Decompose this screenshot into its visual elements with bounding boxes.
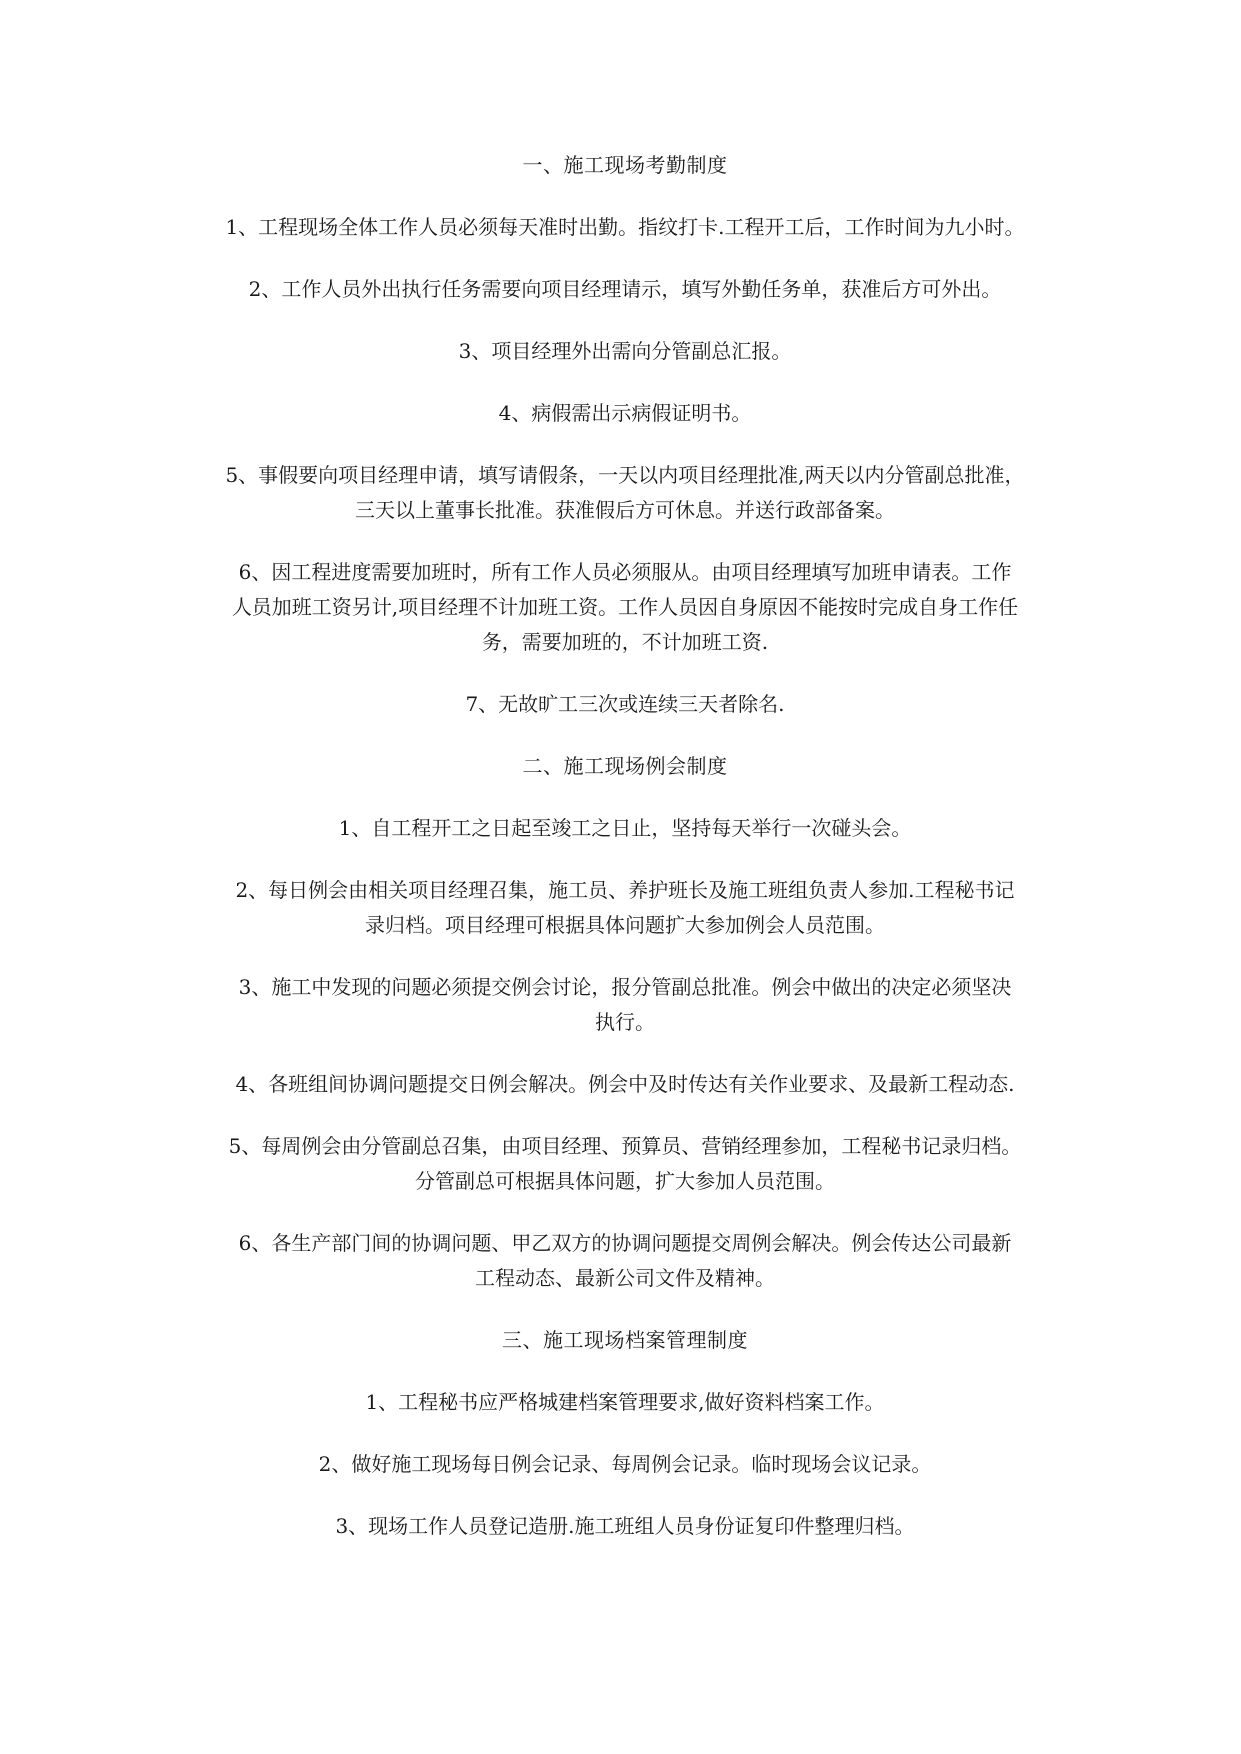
section-heading: 二、施工现场例会制度 — [522, 754, 728, 778]
rule-line: 4、各班组间协调问题提交日例会解决。例会中及时传达有关作业要求、及最新工程动态. — [235, 1072, 1015, 1096]
rule-item — [190, 1447, 1060, 1482]
rule-item — [190, 1129, 1060, 1199]
rule-line: 2、做好施工现场每日例会记录、每周例会记录。临时现场会议记录。 — [318, 1452, 932, 1476]
rule-line: 分管副总可根据具体问题，扩大参加人员范围。 — [415, 1169, 835, 1193]
section-heading: 三、施工现场档案管理制度 — [502, 1328, 748, 1352]
rule-line: 7、无故旷工三次或连续三天者除名. — [465, 692, 785, 716]
rule-item — [190, 1067, 1060, 1102]
rule-item — [190, 555, 1060, 660]
rule-item — [190, 970, 1060, 1040]
document-body — [190, 148, 1060, 1571]
rule-item — [190, 396, 1060, 431]
rule-item — [190, 1226, 1060, 1296]
rule-line: 3、现场工作人员登记造册.施工班组人员身份证复印件整理归档。 — [335, 1514, 915, 1538]
rule-line: 三天以上董事长批准。获准假后方可休息。并送行政部备案。 — [355, 498, 895, 522]
rule-line: 2、工作人员外出执行任务需要向项目经理请示，填写外勤任务单，获准后方可外出。 — [248, 277, 1002, 301]
rule-line: 录归档。项目经理可根据具体问题扩大参加例会人员范围。 — [365, 913, 885, 937]
rule-line: 6、因工程进度需要加班时，所有工作人员必须服从。由项目经理填写加班申请表。工作 — [238, 560, 1012, 584]
rule-line: 5、每周例会由分管副总召集，由项目经理、预算员、营销经理参加，工程秘书记录归档。 — [228, 1134, 1022, 1158]
rule-line: 4、病假需出示病假证明书。 — [498, 401, 752, 425]
rule-item — [190, 1385, 1060, 1420]
rule-line: 1、自工程开工之日起至竣工之日止，坚持每天举行一次碰头会。 — [338, 816, 912, 840]
rule-item — [190, 334, 1060, 369]
rule-item — [190, 210, 1060, 245]
rule-line: 6、各生产部门间的协调问题、甲乙双方的协调问题提交周例会解决。例会传达公司最新 — [238, 1231, 1012, 1255]
rule-line: 务，需要加班的，不计加班工资. — [481, 630, 769, 654]
rule-line: 1、工程现场全体工作人员必须每天准时出勤。指纹打卡.工程开工后，工作时间为九小时。 — [225, 215, 1025, 239]
rule-line: 3、施工中发现的问题必须提交例会讨论，报分管副总批准。例会中做出的决定必须坚决 — [238, 975, 1012, 999]
rule-item — [190, 458, 1060, 528]
rule-item — [190, 272, 1060, 307]
rule-item — [190, 1509, 1060, 1544]
rule-item — [190, 687, 1060, 722]
section-heading: 一、施工现场考勤制度 — [522, 153, 728, 177]
rule-line: 执行。 — [595, 1010, 655, 1034]
rule-line: 2、每日例会由相关项目经理召集，施工员、养护班长及施工班组负责人参加.工程秘书记 — [235, 878, 1015, 902]
rule-line: 人员加班工资另计,项目经理不计加班工资。工作人员因自身原因不能按时完成自身工作任 — [231, 595, 1019, 619]
rule-line: 5、事假要向项目经理申请，填写请假条，一天以内项目经理批准,两天以内分管副总批准， — [225, 463, 1025, 487]
rule-line: 工程动态、最新公司文件及精神。 — [475, 1266, 775, 1290]
rule-line: 3、项目经理外出需向分管副总汇报。 — [458, 339, 792, 363]
rule-item — [190, 811, 1060, 846]
rule-line: 1、工程秘书应严格城建档案管理要求,做好资料档案工作。 — [365, 1390, 885, 1414]
rule-item — [190, 873, 1060, 943]
